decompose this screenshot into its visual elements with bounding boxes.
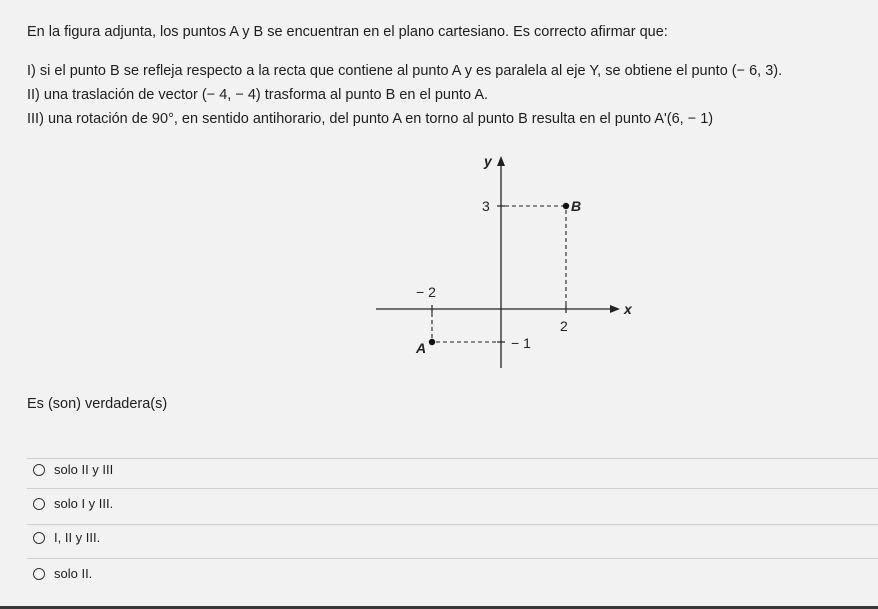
tick-label-x-neg: − 2	[416, 284, 436, 300]
point-b-label: B	[571, 198, 582, 214]
tick-label-x-pos: 2	[560, 318, 568, 334]
answer-option-2[interactable]	[33, 496, 113, 511]
statement-3: III) una rotación de 90°, en sentido antihorario, del punto A en torno al punto B resulta en el punto A'(6, − 1)	[27, 111, 714, 127]
point-a	[429, 339, 435, 345]
tick-label-y-neg: − 1	[511, 335, 531, 351]
statement-2: II) una traslación de vector (− 4, − 4) trasforma al punto B en el punto A.	[27, 87, 489, 103]
option-divider	[27, 558, 878, 559]
x-axis-arrow	[610, 305, 620, 313]
answer-prompt: Es (son) verdadera(s)	[27, 396, 168, 412]
tick-label-y-pos: 3	[482, 198, 490, 214]
option-label: solo II y III	[54, 462, 114, 477]
radio-icon[interactable]	[33, 464, 45, 476]
answer-option-1[interactable]	[33, 462, 113, 477]
x-axis-label: x	[624, 301, 632, 317]
option-divider	[27, 488, 878, 489]
answer-option-3[interactable]	[33, 530, 100, 545]
radio-icon[interactable]	[33, 568, 45, 580]
option-divider	[27, 458, 878, 459]
point-b	[563, 203, 569, 209]
point-a-label: A	[416, 340, 427, 356]
option-label: solo II.	[54, 566, 93, 581]
radio-icon[interactable]	[33, 532, 45, 544]
y-axis-label: y	[484, 153, 492, 169]
y-axis-arrow	[497, 156, 505, 166]
statement-1: I) si el punto B se refleja respecto a la recta que contiene al punto A y es paralela al eje Y, se obtiene el punto (− 6, 3).	[27, 63, 783, 79]
cartesian-figure	[370, 148, 640, 373]
option-label: solo I y III.	[54, 496, 114, 511]
question-stem: En la figura adjunta, los puntos A y B se encuentran en el plano cartesiano. Es correcto afirmar que:	[27, 24, 668, 40]
option-label: I, II y III.	[54, 530, 101, 545]
option-divider	[27, 524, 878, 525]
answer-option-4[interactable]	[33, 566, 92, 581]
radio-icon[interactable]	[33, 498, 45, 510]
